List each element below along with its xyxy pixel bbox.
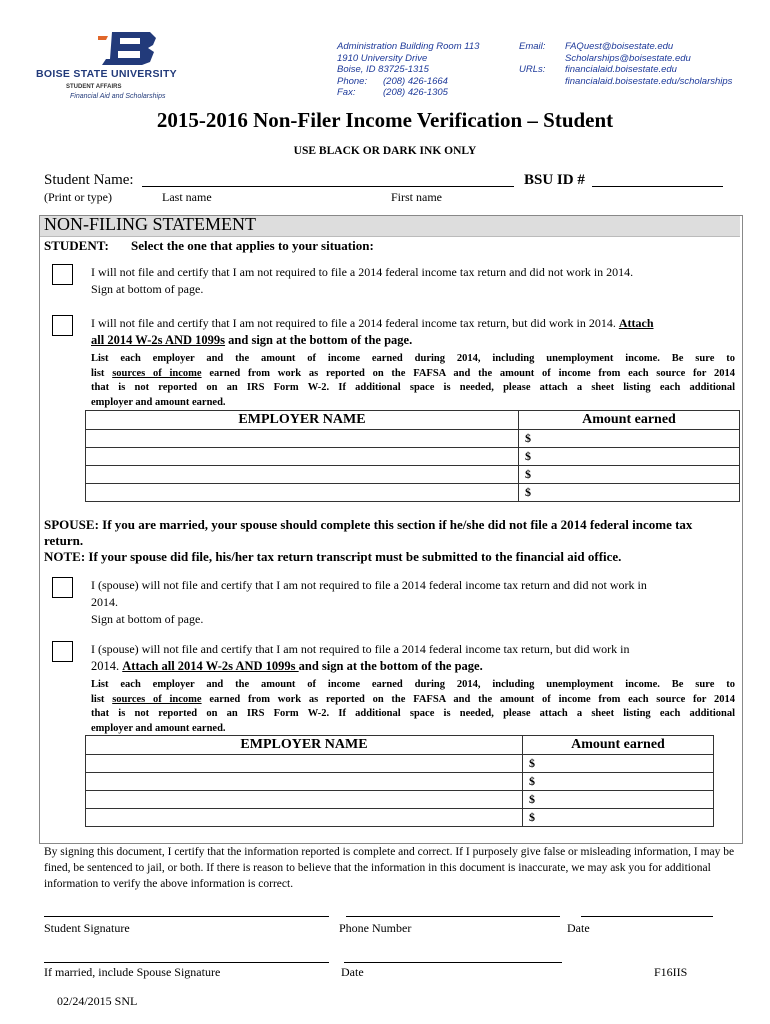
phone-label: Phone: [337, 75, 368, 87]
phone-row [337, 76, 479, 88]
spouse-option2-text [91, 641, 731, 675]
instruction-line: List each employer and the amount of income earned during 2014, including unemployment income. Be sure to [91, 679, 735, 690]
table-row [86, 448, 740, 466]
spouse-option1-text [91, 577, 731, 628]
student-signature-line[interactable] [44, 916, 329, 917]
spouse-heading [44, 517, 738, 565]
spouse-did-work-checkbox[interactable] [52, 641, 73, 662]
ink-instruction: USE BLACK OR DARK INK ONLY [293, 145, 477, 157]
fax-row [337, 87, 479, 99]
spouse-heading-line: return. [44, 533, 84, 548]
table-header-row [86, 411, 740, 430]
table-row [86, 773, 714, 791]
table-row [86, 430, 740, 448]
student-option1-text [91, 264, 633, 298]
employer-name-cell[interactable] [86, 448, 519, 466]
option-line-part: and sign at the bottom of the page. [298, 659, 483, 673]
w2-1099-text: all 2014 W-2s AND 1099s [91, 333, 226, 347]
amount-cell[interactable]: $ [523, 791, 714, 809]
address-line: 1910 University Drive [337, 52, 428, 64]
revision-date: 02/24/2015 SNL [57, 994, 138, 1008]
amount-cell[interactable]: $ [519, 448, 740, 466]
spouse-signature-label: If married, include Spouse Signature [44, 965, 221, 979]
employer-name-cell[interactable] [86, 791, 523, 809]
student-label: STUDENT: [44, 238, 109, 253]
table-header-row [86, 736, 714, 755]
table-row [86, 755, 714, 773]
amount-cell[interactable]: $ [519, 430, 740, 448]
amount-earned-header: Amount earned [519, 411, 740, 430]
employer-name-header: EMPLOYER NAME [86, 411, 519, 430]
amount-earned-header: Amount earned [523, 736, 714, 755]
sources-of-income: sources of income [112, 693, 202, 705]
option-line: I (spouse) will not file and certify that I am not required to file a 2014 federal income tax return and did not work in [91, 578, 647, 592]
bsu-id-field[interactable] [592, 186, 723, 187]
phone-number-line[interactable] [346, 916, 560, 917]
student-employer-table [85, 410, 740, 502]
url-link[interactable]: financialaid.boisestate.edu/scholarships [565, 75, 733, 87]
spouse-note: NOTE: If your spouse did file, his/her tax return transcript must be submitted to the financial aid office. [44, 549, 622, 564]
address-line: Administration Building Room 113 [337, 41, 480, 52]
employer-name-cell[interactable] [86, 773, 523, 791]
student-name-field[interactable] [142, 186, 514, 187]
option-line: I will not file and certify that I am not required to file a 2014 federal income tax return and did not work in 2014. [91, 265, 634, 279]
bsu-id-label: BSU ID # [524, 172, 585, 188]
spouse-w2-1099-text: Attach all 2014 W-2s AND 1099s [122, 659, 299, 673]
spouse-date-line[interactable] [344, 962, 562, 963]
attach-word: Attach [618, 316, 654, 330]
employer-name-cell[interactable] [86, 484, 519, 502]
address-line: Boise, ID 83725-1315 [337, 64, 429, 76]
student-list-instructions [91, 352, 735, 410]
instruction-line: employer and amount earned. [91, 396, 226, 408]
bsu-b-logo-icon [98, 30, 158, 66]
employer-name-cell[interactable] [86, 466, 519, 484]
student-did-work-checkbox[interactable] [52, 315, 73, 336]
first-name-label: First name [391, 190, 442, 204]
instr-part: list [91, 693, 113, 705]
instruction-line: employer and amount earned. [91, 722, 226, 734]
option-line-rest: and sign at the bottom of the page. [225, 333, 413, 347]
amount-cell[interactable]: $ [523, 773, 714, 791]
address-block [337, 41, 479, 99]
print-or-type-label: (Print or type) [44, 190, 112, 204]
option-line [91, 332, 731, 349]
division-name: STUDENT AFFAIRS [66, 84, 122, 90]
option-line-text: I will not file and certify that I am not required to file a 2014 federal income tax return, but did work in 2014. [91, 316, 616, 330]
urls-label: URLs: [519, 64, 546, 75]
employer-name-cell[interactable] [86, 430, 519, 448]
table-row [86, 791, 714, 809]
spouse-date-label: Date [341, 965, 364, 979]
instruction-line [91, 693, 735, 708]
student-prompt: Select the one that applies to your situation: [131, 238, 374, 253]
phone-number-label: Phone Number [339, 921, 412, 935]
last-name-label: Last name [162, 190, 212, 204]
option-line: Sign at bottom of page. [91, 282, 204, 296]
university-name: BOISE STATE UNIVERSITY [36, 68, 177, 80]
instr-part: earned from work as reported on the FAFSA and the amount of income from each source for 2014 [201, 367, 736, 379]
instruction-line [91, 367, 735, 382]
student-signature-label: Student Signature [44, 921, 130, 935]
option-line: Sign at bottom of page. [91, 612, 204, 626]
instr-part: list [91, 367, 113, 379]
student-no-work-checkbox[interactable] [52, 264, 73, 285]
sources-of-income: sources of income [112, 367, 202, 379]
option-line [91, 315, 731, 332]
table-row [86, 484, 740, 502]
certification-text: By signing this document, I certify that the information reported is complete and correct. If I purposely give false or misleading information, I may be fined, be sentenced to jail, or both. If there is reason to believe that the information in this document is inaccurate, we may ask you for additional information to verify the above information is correct. [44, 846, 735, 890]
student-name-label: Student Name: [44, 172, 134, 188]
fax-number: (208) 426-1305 [383, 87, 448, 99]
spouse-no-work-checkbox[interactable] [52, 577, 73, 598]
spouse-signature-line[interactable] [44, 962, 329, 963]
date-line[interactable] [581, 916, 713, 917]
instruction-line: that is not reported on an IRS Form W-2. If additional space is needed, please attach a sheet listing each additional [91, 708, 735, 719]
office-name: Financial Aid and Scholarships [70, 93, 166, 100]
employer-name-header: EMPLOYER NAME [86, 736, 523, 755]
spouse-employer-table [85, 735, 714, 827]
student-option2-text [91, 315, 731, 349]
amount-cell[interactable]: $ [523, 809, 714, 827]
spouse-heading-line: SPOUSE: If you are married, your spouse should complete this section if he/she did not file a 2014 federal income tax [44, 517, 693, 532]
spouse-list-instructions [91, 678, 735, 736]
employer-name-cell[interactable] [86, 809, 523, 827]
amount-cell[interactable]: $ [519, 466, 740, 484]
email-link[interactable]: FAQuest@boisestate.edu [565, 41, 674, 52]
option-line [91, 658, 731, 675]
fax-label: Fax: [337, 87, 356, 99]
instruction-line: List each employer and the amount of income earned during 2014, including unemployment income. Be sure to [91, 353, 735, 364]
contact-links [565, 41, 732, 87]
instr-part: earned from work as reported on the FAFSA and the amount of income from each source for 2014 [201, 693, 736, 705]
email-link[interactable]: Scholarships@boisestate.edu [565, 52, 691, 64]
amount-cell[interactable]: $ [523, 755, 714, 773]
phone-number: (208) 426-1664 [383, 75, 448, 87]
option-line: I (spouse) will not file and certify that I am not required to file a 2014 federal income tax return, but did work in [91, 642, 630, 656]
date-label: Date [567, 921, 590, 935]
instruction-line: that is not reported on an IRS Form W-2. If additional space is needed, please attach a sheet listing each additional [91, 382, 735, 393]
option-line: 2014. [91, 595, 118, 609]
form-code: F16IIS [654, 965, 688, 979]
table-row [86, 809, 714, 827]
section-heading: NON-FILING STATEMENT [44, 214, 257, 234]
email-label: Email: [519, 41, 546, 52]
form-title: 2015-2016 Non-Filer Income Verification – Student [156, 108, 614, 132]
amount-cell[interactable]: $ [519, 484, 740, 502]
table-row [86, 466, 740, 484]
url-link[interactable]: financialaid.boisestate.edu [565, 64, 677, 76]
employer-name-cell[interactable] [86, 755, 523, 773]
option-line-part: 2014. [91, 659, 123, 673]
